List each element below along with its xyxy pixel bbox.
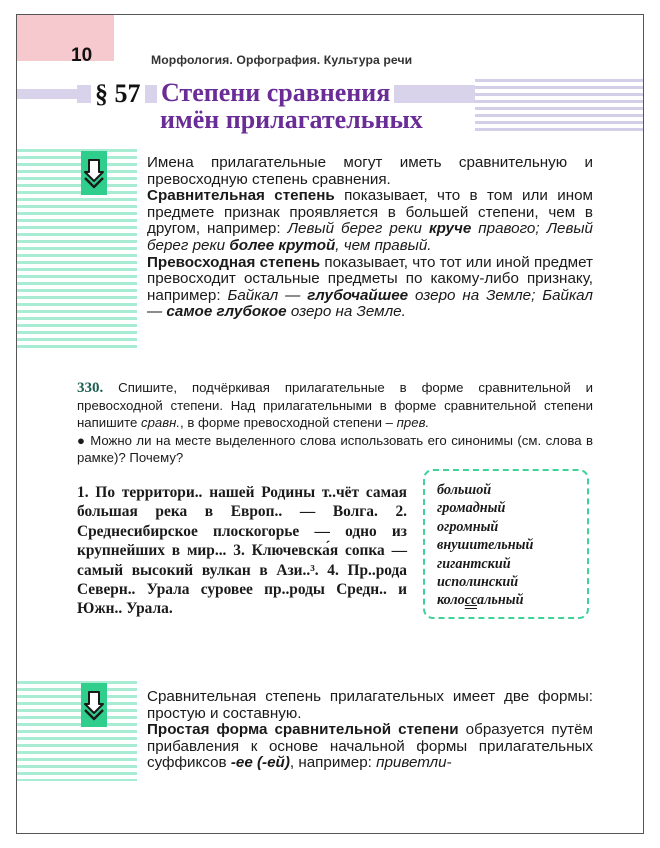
rule2-p1: Сравнительная степень прилагательных имеет две формы: простую и составную. bbox=[147, 688, 593, 722]
textbook-page bbox=[16, 14, 644, 834]
rule1-p3-ex2-bold: самое глубокое bbox=[166, 303, 287, 321]
rule1-p2-ex2-bold: более крутой bbox=[229, 236, 336, 254]
section-title-line2: имён прилагательных bbox=[160, 105, 423, 134]
synonym-word: огромный bbox=[437, 518, 499, 535]
last-word-part-c: альный bbox=[477, 592, 524, 609]
abbr-superlative: прев. bbox=[396, 415, 430, 431]
rule2-p2-text2: , например: bbox=[289, 754, 377, 772]
rule1-p2-ex1: Левый берег реки bbox=[287, 220, 429, 238]
rule1-p3-ex1-bold: глубочайшее bbox=[307, 286, 409, 304]
arrow-icon-svg bbox=[81, 151, 107, 195]
suffix-example: -ее (-ей) bbox=[230, 754, 290, 772]
rule1-p3-ex2: озеро на Земле; Байкал — bbox=[147, 286, 593, 321]
corner-decoration bbox=[17, 15, 114, 61]
rule-text-2 bbox=[147, 689, 593, 772]
last-word-part-b: сс bbox=[464, 592, 477, 609]
rule1-p2-ex1-bold: круче bbox=[428, 220, 472, 238]
rule1-p2-ex2: правого; Левый берег реки bbox=[147, 220, 594, 254]
title-stripes bbox=[475, 79, 644, 131]
running-head: Морфология. Орфография. Культура речи bbox=[151, 53, 413, 67]
abbr-comparative: сравн. bbox=[140, 415, 181, 431]
synonym-word: большой bbox=[437, 482, 492, 498]
synonym-word-box bbox=[423, 469, 589, 619]
term-comparative: Сравнительная степень bbox=[147, 187, 335, 205]
rule1-p1: Имена прилагательные могут иметь сравнительную и превосходную степень сравнения. bbox=[147, 154, 593, 188]
down-arrow-rule-icon bbox=[81, 683, 107, 727]
rule2-example: приветли- bbox=[376, 754, 452, 772]
rule2-paragraph2 bbox=[147, 722, 593, 772]
rule1-p3-text: показывает, что тот или иной предмет превосходит остальные предметы по какому-либо признаку, например: bbox=[147, 253, 593, 304]
rule-stripes bbox=[17, 149, 137, 349]
exercise-text: 1. По территори.. нашей Родины т..чёт самая большая река в Европ.. — Волга. 2. Среднесибирское плоскогорье — одно из крупнейших в мир... 3. Ключевска́я сопка — самый высокий вулкан в Ази..³. 4. Пр..рода Северн.. Урала суровее пр..роды Средн.. и Южн.. Урала. bbox=[77, 484, 407, 618]
term-simple-comparative: Простая форма сравнительной степени bbox=[147, 721, 459, 739]
synonym-word: исполинский bbox=[437, 574, 519, 591]
down-arrow-rule-icon bbox=[81, 151, 107, 195]
term-superlative: Превосходная степень bbox=[147, 253, 321, 271]
arrow-icon-svg bbox=[81, 683, 107, 727]
exercise-instruction-b: , в форме превосходной степени – bbox=[180, 415, 397, 431]
rule2-paragraph1 bbox=[147, 689, 593, 722]
rule1-paragraph1 bbox=[147, 155, 593, 188]
synonym-word: внушительный bbox=[437, 537, 534, 554]
rule1-paragraph3 bbox=[147, 255, 593, 321]
exercise-instruction-a: Спишите, подчёркивая прилагательные в форме сравнительной и превосходной степени. Над прилагательными в форме сравнительной степени напишите bbox=[77, 380, 593, 431]
rule1-p2-text: показывает, что в том или ином предмете признак проявляется в большей степени, чем в другом, например: bbox=[147, 187, 593, 238]
synonym-word: громадный bbox=[437, 500, 506, 517]
section-title bbox=[157, 79, 423, 133]
section-mark: § 57 bbox=[91, 79, 145, 109]
page-number: 10 bbox=[71, 45, 93, 66]
title-left-stripe bbox=[17, 89, 77, 99]
synonym-word: гигантский bbox=[437, 555, 511, 572]
rule-text-1 bbox=[147, 155, 593, 321]
rule2-p2-text: образуется путём прибавления к основе начальной формы прилагательных суффиксов bbox=[147, 721, 594, 772]
exercise-question: ● Можно ли на месте выделенного слова использовать его синонимы (см. слова в рамке)? Почему? bbox=[77, 432, 593, 465]
rule1-paragraph2 bbox=[147, 188, 593, 254]
exercise-number: 330. bbox=[77, 380, 104, 396]
last-word-part-a: коло bbox=[437, 592, 465, 609]
section-title-line1: Степени сравнения bbox=[157, 79, 394, 106]
rule-stripes-2 bbox=[17, 681, 137, 781]
synonym-word-last bbox=[437, 591, 587, 609]
rule1-p3-ex1: Байкал — bbox=[227, 286, 308, 304]
rule1-p2-ex3: , чем правый. bbox=[335, 236, 432, 254]
exercise-instructions bbox=[77, 379, 593, 466]
rule1-p3-ex3: озеро на Земле. bbox=[286, 303, 406, 321]
